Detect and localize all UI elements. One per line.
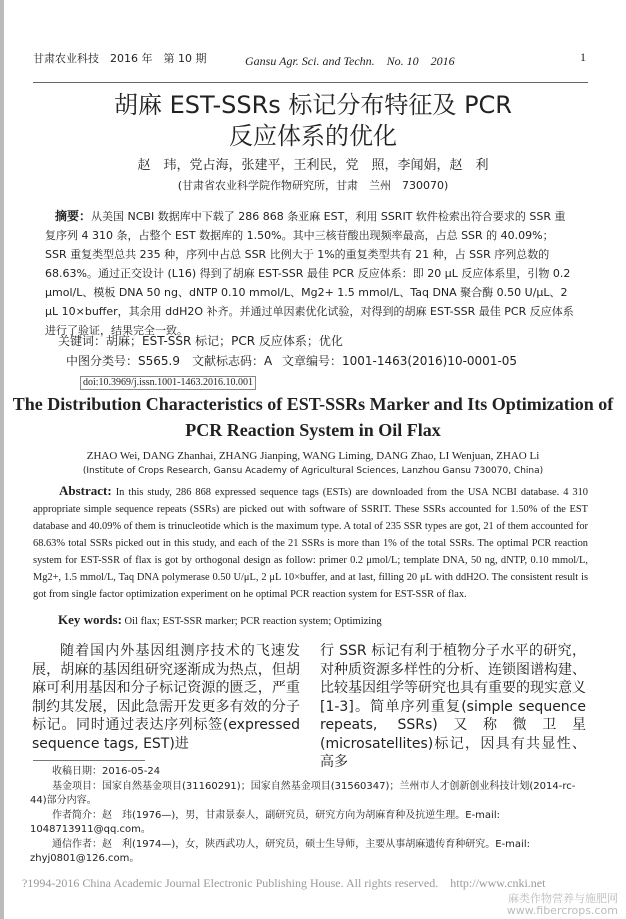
abstract-en bbox=[33, 484, 588, 603]
doc-code: 文献标志码：A bbox=[192, 354, 273, 368]
body-column-right: 行 SSR 标记有利于植物分子水平的研究，对种质资源多样性的分析、连锁图谱构建、比较基因组学等研究也具有重要的现实意义[1-3]。简单序列重复(simple sequence repeats, SSRs)又称微卫星(microsatellites)标记，因具有共显性、高多 bbox=[320, 643, 586, 770]
title-en-line1: The Distribution Characteristics of EST-SSRs Marker and Its Optimization of bbox=[12, 394, 614, 414]
abstract-cn-text: 从美国 NCBI 数据库中下载了 286 868 条亚麻 EST，利用 SSRIT 软件检索出符合要求的 SSR 重复序列 4 310 条，占整个 EST 数据库的 1.50%。其中三核苷酸出现频率最高，占总 SSR 的 40.09%；SSR 重复类型总共 235 种，序列中占总 SSR 比例大于 1%的重复类型共有 21 种，占 SSR 序列总数的 68.63%。通过正交设计 (L16) 得到了胡麻 EST-SSR 最佳 PCR 反应体系：即 20 μL 反应体系里，引物 0.2 μmol/L、模板 DNA 50 ng、dNTP 0.10 mmol/L、Mg2+ 1.5 mmol/L、Taq DNA 聚合酶 0.50 U/μL、2 μL 10×buffer，其余用 ddH2O 补齐。并通过单因素优化试验，对得到的胡麻 EST-SSR 最佳 PCR 反应体系进行了验证，结果完全一致。 bbox=[45, 210, 574, 337]
footnote-received: 收稿日期：2016-05-24 bbox=[52, 766, 161, 777]
header-rule bbox=[33, 82, 588, 83]
journal-cn: 甘肃农业科技 2016 年 第 10 期 bbox=[33, 52, 207, 65]
title-cn-line2: 反应体系的优化 bbox=[229, 122, 397, 150]
footnote-author: 作者简介：赵 玮(1976—)，男，甘肃景泰人，副研究员，研究方向为胡麻育种及抗逆生理。E-mail: 1048713911@qq.com。 bbox=[30, 809, 500, 835]
abstract-cn bbox=[45, 207, 575, 340]
affiliation-en: (Institute of Crops Research, Gansu Academy of Agricultural Sciences, Lanzhou Gansu 730070, China) bbox=[82, 466, 544, 476]
keywords-en bbox=[58, 612, 382, 629]
authors-en: ZHAO Wei, DANG Zhanhai, ZHANG Jianping, WANG Liming, DANG Zhao, LI Wenjuan, ZHAO Li bbox=[86, 450, 540, 462]
keywords-cn-text: 胡麻；EST-SSR 标记；PCR 反应体系；优化 bbox=[106, 334, 343, 348]
watermark-line2: www.fibercrops.com bbox=[506, 904, 618, 917]
footnote-rule bbox=[33, 760, 145, 761]
body-column-left: 随着国内外基因组测序技术的飞速发展，胡麻的基因组研究逐渐成为热点，但胡麻可利用基因和分子标记资源的匮乏，严重制约其发展，因此急需开发更多有效的分子标记。同时通过表达序列标签(expressed sequence tags, EST)进 bbox=[32, 643, 300, 752]
watermark-line1: 麻类作物营养与施肥网 bbox=[508, 892, 618, 905]
title-cn bbox=[0, 90, 626, 152]
keywords-en-text: Oil flax; EST-SSR marker; PCR reaction system; Optimizing bbox=[124, 616, 382, 627]
page-number: 1 bbox=[580, 50, 586, 64]
title-en bbox=[0, 391, 626, 443]
abstract-cn-label: 摘要： bbox=[55, 209, 92, 223]
journal-en: Gansu Agr. Sci. and Techn. No. 10 2016 bbox=[245, 54, 455, 68]
clc-number: 中图分类号：S565.9 bbox=[66, 354, 180, 368]
title-cn-line1: 胡麻 EST-SSRs 标记分布特征及 PCR bbox=[114, 91, 512, 119]
classification bbox=[0, 353, 626, 370]
keywords-en-label: Key words: bbox=[58, 612, 122, 627]
watermark bbox=[507, 893, 618, 917]
footnote-fund: 基金项目：国家自然基金项目(31160291)；国家自然基金项目(31560347)；兰州市人才创新创业科技计划(2014-rc-44)部分内容。 bbox=[30, 780, 576, 806]
keywords-cn bbox=[58, 334, 343, 349]
abstract-en-text: In this study, 286 868 expressed sequence tags (ESTs) are downloaded from the USA NCBI database. 4 310 appropriate simple sequence repeats (SSRs) are picked out with software of SSRIT. These SSRs accounted for 1.50% of the EST database and 40.09% of them is trinucleotide which is the maximum type. A total of 235 SSR types are got, 21 of them accounted for 68.63% total SSRs picked out in this study, and each of the 21 SSRs is more than 1% of the total SSRs. The optimal PCR reaction system for EST-SSR of flax is got by orthogonal design as follow: primer 0.2 μmol/L; template DNA, 50 ng, dNTP, 0.10 mmol/L, Mg2+, 1.5 mmol/L, Taq DNA polymerase 0.50 U/μL, 2 μL 10×buffer, and at last, filling 20 μL with ddH2O. The consistent result is got from single factor optimization experiment on he optimal PCR reaction system for EST-SSR of flax. bbox=[33, 487, 588, 600]
running-header bbox=[33, 50, 588, 68]
title-en-line2: PCR Reaction System in Oil Flax bbox=[185, 420, 441, 440]
keywords-cn-label: 关键词： bbox=[58, 334, 107, 348]
footnotes bbox=[30, 765, 590, 867]
doi-link[interactable]: doi:10.3969/j.issn.1001-1463.2016.10.001 bbox=[80, 376, 256, 390]
authors-cn: 赵 玮，党占海，张建平，王利民，党 照，李闻娟，赵 利 bbox=[137, 158, 489, 173]
abstract-en-label: Abstract: bbox=[59, 483, 112, 498]
footnote-corresponding: 通信作者：赵 利(1974—)，女，陕西武功人，研究员，硕士生导师，主要从事胡麻遗传育种研究。E-mail: zhyj0801@126.com。 bbox=[30, 838, 530, 864]
copyright-footer: ?1994-2016 China Academic Journal Electronic Publishing House. All rights reserved. http://www.cnki.net bbox=[22, 876, 546, 890]
article-number: 文章编号：1001-1463(2016)10-0001-05 bbox=[282, 354, 518, 368]
affiliation-cn: (甘肃省农业科学院作物研究所，甘肃 兰州 730070) bbox=[177, 179, 449, 192]
